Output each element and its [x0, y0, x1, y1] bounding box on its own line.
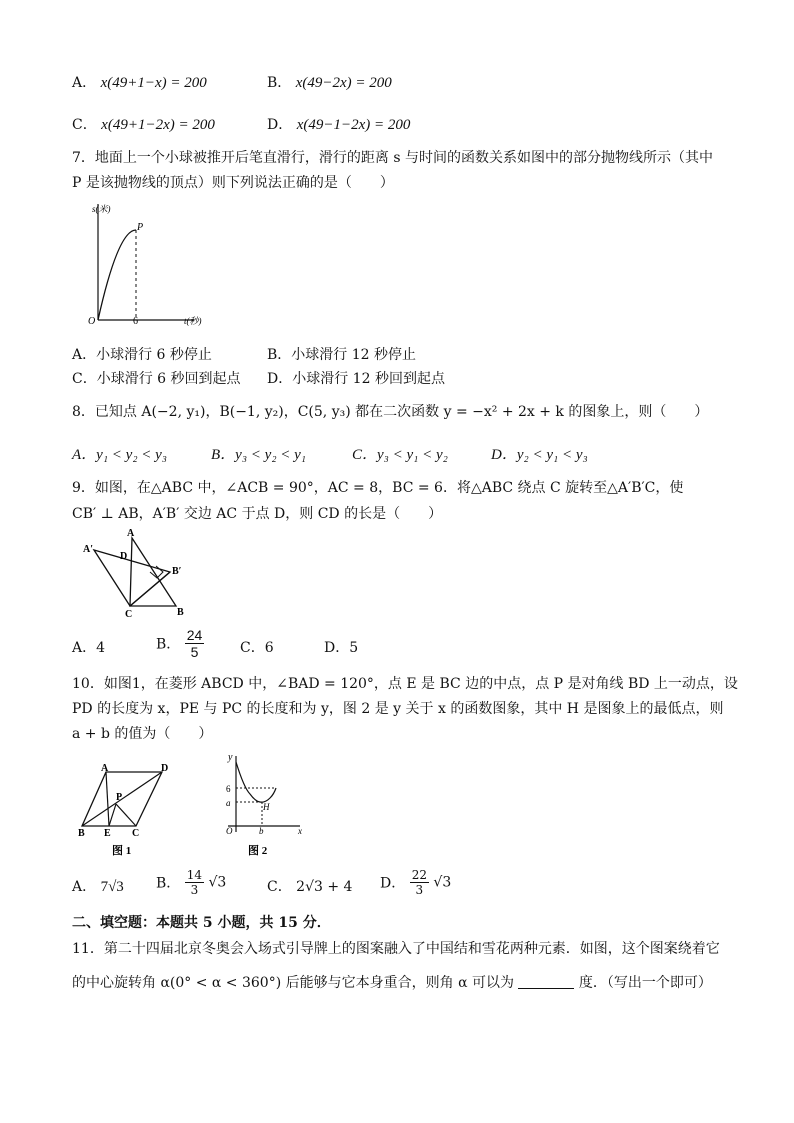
q10-stem-line2: PD 的长度为 x，PE 与 PC 的长度和为 y，图 2 是 y 关于 x 的函数图象，其中 H 是图象上的最低点，则	[72, 701, 724, 717]
q6-option-d-expr: x(49−1−2x) = 200	[296, 117, 411, 133]
q10-fig1-label-a: A	[101, 763, 109, 774]
q7-origin-label: O	[88, 316, 96, 327]
q6-option-b-expr: x(49−2x) = 200	[295, 75, 392, 91]
q8-option-a: A．y₁ < y₂ < y₃	[72, 447, 168, 463]
q6-option-c-expr: x(49+1−2x) = 200	[101, 117, 215, 133]
q7-stem-line2: P 是该抛物线的顶点）则下列说法正确的是（ ）	[72, 175, 394, 191]
q8-option-b: B．y₃ < y₂ < y₁	[211, 447, 307, 463]
q9-option-b-numerator: 24	[186, 627, 203, 643]
q10-fig1-label-p: P	[116, 792, 123, 803]
q9-segment-cb-prime	[130, 572, 170, 606]
q10-option-b-fraction	[185, 868, 204, 897]
q10-option-b-sqrt: √3	[208, 874, 227, 891]
q10-fig2-label-o: O	[226, 826, 233, 836]
section-2-heading: 二、填空题：本题共 5 小题，共 15 分．	[72, 915, 331, 931]
q10-option-b-letter: B．	[156, 875, 181, 892]
q7-parabola	[98, 230, 136, 320]
q9-label-c: C	[125, 609, 133, 618]
q10-option-b-numerator: 14	[186, 868, 203, 882]
q6-option-a-letter: A．	[72, 75, 97, 91]
q11-stem-line2-text: 的中心旋转角 α(0° < α < 360°) 后能够与它本身重合，则角 α 可以为	[72, 975, 514, 991]
q10-fig2-label-y: y	[228, 752, 233, 763]
q9-label-b: B	[177, 607, 184, 618]
q10-fig1-label-e: E	[104, 828, 111, 839]
q10-option-d	[380, 868, 451, 897]
q10-option-c-value: 2√3 + 4	[296, 879, 353, 895]
q10-option-c	[267, 876, 352, 896]
q6-option-a-expr: x(49+1−x) = 200	[100, 75, 207, 91]
q11-stem-line2	[72, 972, 712, 992]
q10-fig1-label-c: C	[132, 828, 140, 839]
q9-option-b-fraction	[185, 627, 205, 660]
q9-label-a: A	[127, 528, 135, 539]
q10-fig2-label-a: a	[226, 798, 231, 808]
q10-option-d-sqrt: √3	[433, 874, 452, 891]
q6-option-a	[72, 72, 207, 92]
q9-option-a: A．4	[72, 640, 106, 656]
q7-y-label: s(米)	[92, 204, 111, 214]
q9-option-d: D．5	[324, 640, 359, 656]
q6-option-b-letter: B．	[267, 75, 292, 91]
q10-segment-ae	[106, 772, 109, 826]
q9-option-b	[156, 627, 204, 660]
q10-option-d-letter: D．	[380, 875, 406, 892]
q11-answer-blank[interactable]	[518, 974, 574, 989]
q8-option-d: D．y₂ < y₁ < y₃	[491, 447, 588, 463]
q7-graph	[78, 200, 218, 332]
q10-option-c-letter: C．	[267, 879, 292, 895]
q6-option-b	[267, 72, 392, 92]
q7-x-label: t(秒)	[184, 316, 202, 326]
q10-fig1-label-d: D	[161, 763, 169, 774]
q10-figure-2	[220, 750, 310, 860]
q7-tick-6: 6	[133, 316, 138, 327]
q10-option-a-letter: A．	[72, 879, 97, 895]
q7-vertex-label: P	[137, 222, 144, 233]
q9-figure	[80, 526, 200, 618]
q10-fig2-caption: 图 2	[248, 845, 268, 857]
q10-option-d-fraction	[410, 868, 429, 897]
q10-fig2-label-x: x	[298, 826, 302, 836]
q10-stem-line3: a + b 的值为（ ）	[72, 726, 213, 742]
q10-fig1-caption: 图 1	[112, 845, 132, 857]
q10-option-a	[72, 876, 124, 896]
q7-option-d: D．小球滑行 12 秒回到起点	[267, 371, 445, 387]
q6-option-c-letter: C．	[72, 117, 97, 133]
q7-option-a: A．小球滑行 6 秒停止	[72, 347, 212, 363]
q10-fig1-label-b: B	[78, 828, 85, 839]
q9-stem-line2: CB′ ⊥ AB，A′B′ 交边 AC 于点 D，则 CD 的长是（ ）	[72, 506, 443, 522]
q9-option-b-letter: B．	[156, 636, 181, 653]
q10-option-a-value: 7√3	[100, 879, 124, 895]
q6-option-d-letter: D．	[267, 117, 293, 133]
q10-option-d-numerator: 22	[411, 868, 427, 882]
q10-fig2-label-h: H	[263, 802, 270, 812]
q10-option-b-denominator: 3	[190, 883, 199, 897]
q11-stem-line1: 11．第二十四届北京冬奥会入场式引导牌上的图案融入了中国结和雪花两种元素．如图，这个图案绕着它	[72, 941, 720, 957]
q10-stem-line1: 10．如图1，在菱形 ABCD 中，∠BAD = 120°，点 E 是 BC 边的中点，点 P 是对角线 BD 上一动点，设	[72, 676, 738, 692]
q6-option-c	[72, 114, 215, 134]
q9-label-b-prime: B′	[172, 566, 182, 577]
q7-stem-line1: 7．地面上一个小球被推开后笔直滑行，滑行的距离 s 与时间的函数关系如图中的部分抛物线所示（其中	[72, 150, 713, 166]
q10-fig2-curve	[236, 762, 276, 802]
q10-fig2-label-6: 6	[226, 784, 231, 794]
q10-option-d-denominator: 3	[415, 883, 424, 897]
q7-option-c: C．小球滑行 6 秒回到起点	[72, 371, 241, 387]
q11-stem-line2-tail: 度．（写出一个即可）	[578, 975, 712, 991]
q7-option-b: B．小球滑行 12 秒停止	[267, 347, 417, 363]
q10-segment-pc	[116, 804, 136, 826]
q6-option-d	[267, 114, 410, 134]
q9-option-b-denominator: 5	[190, 644, 199, 660]
q10-option-b	[156, 868, 226, 897]
q8-option-c: C．y₃ < y₁ < y₂	[352, 447, 448, 463]
q9-label-a-prime: A′	[83, 544, 94, 555]
q10-figure-1	[76, 762, 176, 860]
q8-stem: 8．已知点 A(−2, y₁)，B(−1, y₂)，C(5, y₃) 都在二次函数 y = −x² + 2x + k 的图象上，则（ ）	[72, 404, 709, 420]
q10-fig2-label-b: b	[259, 826, 264, 836]
q9-option-c: C．6	[240, 640, 274, 656]
q9-label-d: D	[120, 551, 128, 562]
q9-stem-line1: 9．如图，在△ABC 中，∠ACB = 90°，AC = 8，BC = 6．将△ABC 绕点 C 旋转至△A′B′C，使	[72, 480, 684, 496]
